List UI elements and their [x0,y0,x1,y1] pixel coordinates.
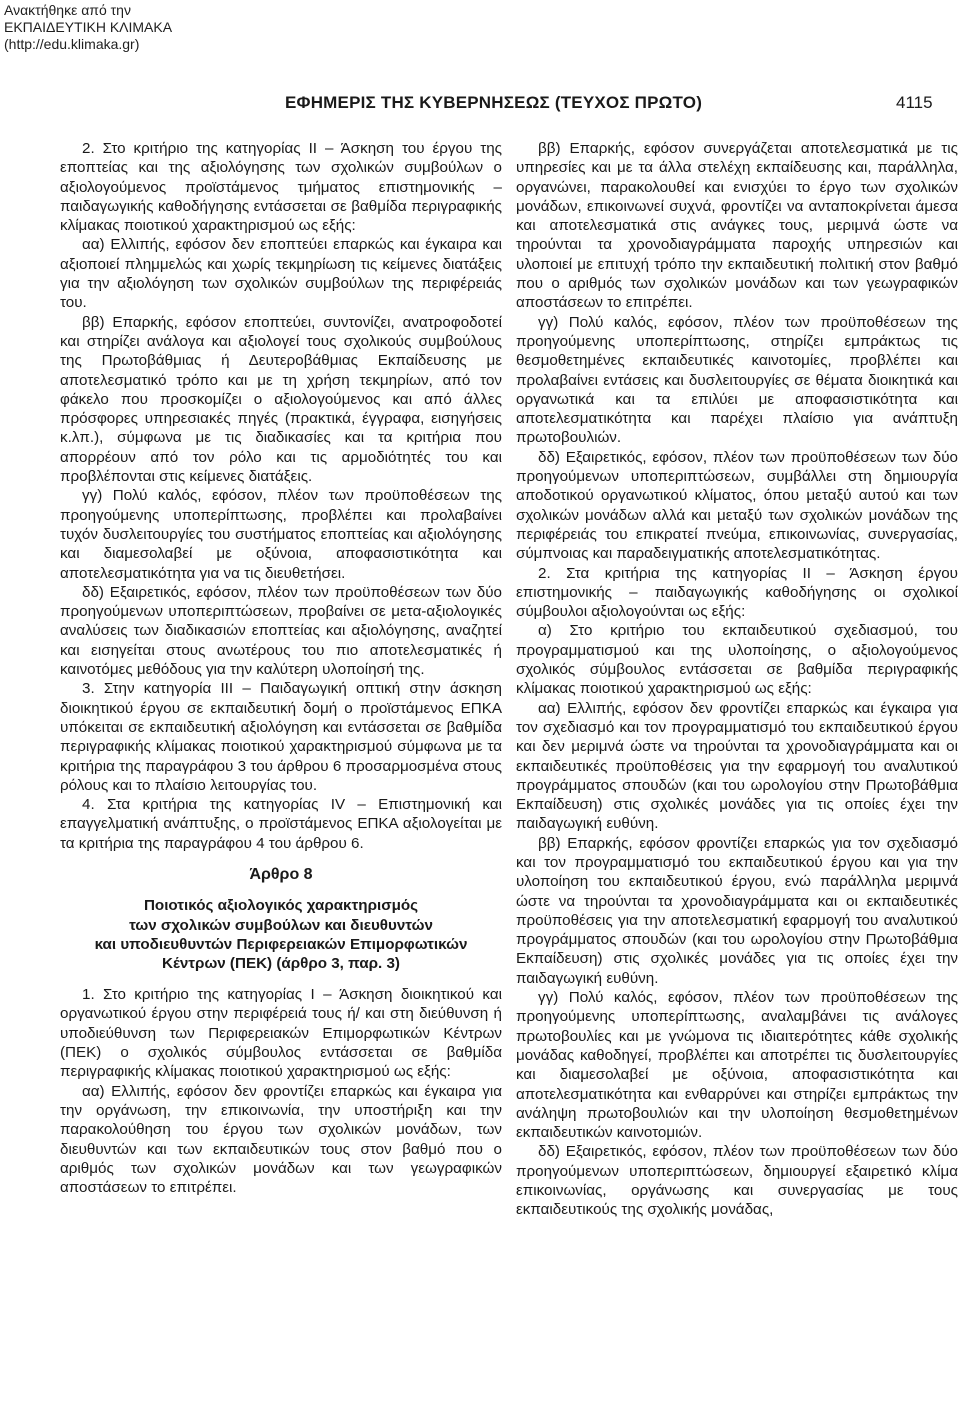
source-line-1: Ανακτήθηκε από την [4,2,131,18]
article-heading-line: των σχολικών συμβούλων και διευθυντών [129,916,433,934]
paragraph: γγ) Πολύ καλός, εφόσον, πλέον των προϋποθέσεων της προηγούμενης υποπερίπτωσης, στηρίζει εμπράκτως τις θεσμοθετημένες εκπαιδευτικές καινοτομίες, προβλέπει και προλαβαίνει εντάσεις και δυσλειτουργίες σε θέματα διοικητικά και οργανωτικά και τα επιλύει με αποφασιστικότητα και αποτελεσματικότητα και παρέχει πλαίσιο για ανάπτυξη πρωτοβουλιών. [516,313,958,447]
paragraph: γγ) Πολύ καλός, εφόσον, πλέον των προϋποθέσεων της προηγούμενης υποπερίπτωσης, αναλαμβάνει τις ανάλογες πρωτοβουλίες και με γνώμονα τις ιδιαιτερότητες κάθε σχολικής μονάδας καθοδηγεί, προβλέπει και αποτρέπει τις δυσλειτουργίες και διαμεσολαβεί με οξύνοια, αποφασιστικότητα και αποτελεσματικότητα και ενθαρρύνει και στηρίζει εμπράκτως την ανάληψη πρωτοβουλιών και την υλοποίηση θεσμοθετημένων εκπαιδευτικών καινοτομιών. [516,989,958,1142]
paragraph: 2. Στο κριτήριο της κατηγορίας ΙΙ – Άσκηση του έργου της εποπτείας και της αξιολόγησης των σχολικών συμβούλων ο αξιολογούμενος προϊστάμενος τμήματος επιστημονικής – παιδαγωγικής καθοδήγησης εντάσσεται σε βαθμίδα περιγραφικής κλίμακας ποιοτικού χαρακτηρισμού ως εξής: [60,140,502,235]
paragraph: 3. Στην κατηγορία ΙΙΙ – Παιδαγωγική οπτική στην άσκηση διοικητικού έργου σε εκπαιδευτική δομή ο προϊστάμενος ΕΠΚΑ υπόκειται σε εκπαιδευτική αξιολόγηση και εντάσσεται σε βαθμίδα περιγραφικής κλίμακας ποιοτικού χαρακτηρισμού σύμφωνα με τα κριτήρια της παραγράφου 3 του άρθρου 6 προσαρμοσμένα στους ρόλους και το πλαίσιο λειτουργίας του. [60,680,502,794]
page-header [0,93,960,115]
paragraph: δδ) Εξαιρετικός, εφόσον, πλέον των προϋποθέσεων των δύο προηγούμενων υποπεριπτώσεων, προβαίνει σε μετα-αξιολογικές αναλύσεις των διαδικασιών εποπτείας και αξιολόγησης, αναζητεί και εισηγείται στους ανωτέρους του πιο αποτελεσματικές ή καινοτόμες μεθόδους για την καλύτερη υλοποίησή της. [60,583,502,679]
left-column [60,139,502,1197]
source-line-2: ΕΚΠΑΙΔΕΥΤΙΚΗ ΚΛΙΜΑΚΑ [4,19,173,35]
paragraph: 1. Στο κριτήριο της κατηγορίας Ι – Άσκηση διοικητικού και οργανωτικού έργου στην περιφέρειά τους ή/ και στη διεύθυνση ή υποδιεύθυνση των Περιφερειακών Επιμορφωτικών Κέντρων (ΠΕΚ) ο σχολικός σύμβουλος εντάσσεται σε βαθμίδα περιγραφικής κλίμακας ποιοτικού χαρακτηρισμού ως εξής: [60,986,502,1081]
paragraph: γγ) Πολύ καλός, εφόσον, πλέον των προϋποθέσεων της προηγούμενης υποπερίπτωσης, προβλέπει και προλαβαίνει τυχόν δυσλειτουργίες του συστήματος εποπτείας και αξιολόγησης και διαμεσολαβεί με οξύνοια, αποφασιστικότητα και αποτελεσματικότητα για να τις διευθετήσει. [60,487,502,582]
paragraph: δδ) Εξαιρετικός, εφόσον, πλέον των προϋποθέσεων των δύο προηγούμενων υποπεριπτώσεων, δημιουργεί εξαιρετικό κλίμα επικοινωνίας, οργάνωσης και συνεργασίας με τους εκπαιδευτικούς της σχολικής μονάδας, [516,1143,958,1219]
paragraph: α) Στο κριτήριο του εκπαιδευτικού σχεδιασμού, του προγραμματισμού και της υλοποίησης, ο αξιολογούμενος σχολικός σύμβουλος εντάσσεται σε βαθμίδα περιγραφικής κλίμακας ποιοτικού χαρακτηρισμού ως εξής: [516,622,958,698]
paragraph: 4. Στα κριτήρια της κατηγορίας IV – Επιστημονική και επαγγελματική ανάπτυξης, ο προϊστάμενος ΕΠΚΑ αξιολογείται με τα κριτήρια της παραγράφου 4 του άρθρου 6. [60,796,502,852]
page-number: 4115 [896,93,933,112]
paragraph: αα) Ελλιπής, εφόσον δεν εποπτεύει επαρκώς και έγκαιρα και αξιοποιεί πλημμελώς και χωρίς τεκμηρίωση τις κείμενες διατάξεις για την αξιολόγηση των σχολικών συμβούλων της περιφέρειάς του. [60,236,502,312]
paragraph: αα) Ελλιπής, εφόσον δεν φροντίζει επαρκώς και έγκαιρα για την οργάνωση, την επικοινωνία, την υποστήριξη και την παρακολούθηση του έργου των σχολικών μονάδων, των διευθυντών και των εκπαιδευτικών τους στον βαθμό που ο αριθμός των σχολικών μονάδων και των γεωγραφικών αποστάσεων το επιτρέπει. [60,1082,502,1197]
paragraph: 2. Στα κριτήρια της κατηγορίας ΙΙ – Άσκηση έργου επιστημονικής – παιδαγωγικής καθοδήγησης οι σχολικοί σύμβουλοι αξιολογούνται ως εξής: [516,564,958,621]
gazette-title: ΕΦΗΜΕΡΙΣ ΤΗΣ ΚΥΒΕΡΝΗΣΕΩΣ (ΤΕΥΧΟΣ ΠΡΩΤΟ) [285,93,703,112]
source-note [4,2,172,53]
article-heading-line: και υποδιευθυντών Περιφερειακών Επιμορφωτικών [94,935,468,953]
paragraph: αα) Ελλιπής, εφόσον δεν φροντίζει επαρκώς και έγκαιρα για τον σχεδιασμό και τον προγραμματισμό του εκπαιδευτικού έργου και δεν μεριμνά ώστε να τηρούνται τα χρονοδιαγράμματα και οι εκπαιδευτικές προϋποθέσεις για την εφαρμογή του αναλυτικού προγράμματος σπουδών (και του ωρολογίου στην Πρωτοβάθμια Εκπαίδευση) στις σχολικές μονάδες για τις οποίες έχει την παιδαγωγική ευθύνη. [516,699,958,833]
paragraph: ββ) Επαρκής, εφόσον εποπτεύει, συντονίζει, ανατροφοδοτεί και στηρίζει ανάλογα και αξιολογεί τους σχολικούς συμβούλους της Πρωτοβάθμιας ή Δευτεροβάθμιας Εκπαίδευσης με αποτελεσματικό τρόπο και με τη χρήση τεκμηρίων, από τον φάκελο που προσκομίζει ο αξιολογούμενος και από άλλες πρόσφορες υπηρεσιακές πηγές (πρακτικά, έγγραφα, εισηγήσεις κ.λπ.), σύμφωνα με τις διαδικασίες και τα κριτήρια που απορρέουν από τον ρόλο και τις αρμοδιότητές του και προβλέπονται στις κείμενες διατάξεις. [60,313,502,486]
paragraph: ββ) Επαρκής, εφόσον συνεργάζεται αποτελεσματικά με τις υπηρεσίες και με τα άλλα στελέχη εκπαίδευσης και, παράλληλα, οργανώνει, παρακολουθεί και ενισχύει το έργο των σχολικών μονάδων, επικοινωνεί συχνά, φροντίζει να ανταποκρίνεται άμεσα και αποτελεσματικά στις ανάγκες τους, μεριμνά ώστε να τηρούνται τα χρονοδιαγράμματα παροχής υπηρεσιών και υλοποιεί με επιτυχή τρόπο την εκπαιδευτική πολιτική στον βαθμό που ο αριθμός των σχολικών μονάδων και των γεωγραφικών αποστάσεων το επιτρέπει. [516,140,958,312]
article-heading-line: Ποιοτικός αξιολογικός χαρακτηρισμός [143,897,419,915]
article-number: Άρθρο 8 [249,865,313,883]
article-heading-line: Κέντρων (ΠΕΚ) (άρθρο 3, παρ. 3) [162,955,400,973]
paragraph: δδ) Εξαιρετικός, εφόσον, πλέον των προϋποθέσεων των δύο προηγούμενων υποπεριπτώσεων, συμβάλλει στη δημιουργία αποδοτικού οργανωτικού κλίματος, όπου μεταξύ αυτού και των σχολικών μονάδων αλλά και μεταξύ των σχολικών μονάδων της περιφέρειάς του επικρατεί πνεύμα, επικοινωνίας, συνεργασίας, σύμπνοιας και παραδειγματικής αποτελεσματικότητας. [516,448,958,563]
right-column [516,139,958,1220]
source-line-3: (http://edu.klimaka.gr) [4,36,140,52]
paragraph: ββ) Επαρκής, εφόσον φροντίζει επαρκώς για τον σχεδιασμό και τον προγραμματισμό του εκπαιδευτικού έργου και για την υλοποίηση του εκπαιδευτικού έργου, ενώ παράλληλα μεριμνά ώστε να τηρούνται τα χρονοδιαγράμματα και οι εκπαιδευτικές προϋποθέσεις για την αποτελεσματική εφαρμογή του αναλυτικού προγράμματος σπουδών (και του ωρολογίου στην Πρωτοβάθμια Εκπαίδευση) στις σχολικές μονάδες για τις οποίες έχει την παιδαγωγική ευθύνη. [516,834,958,987]
